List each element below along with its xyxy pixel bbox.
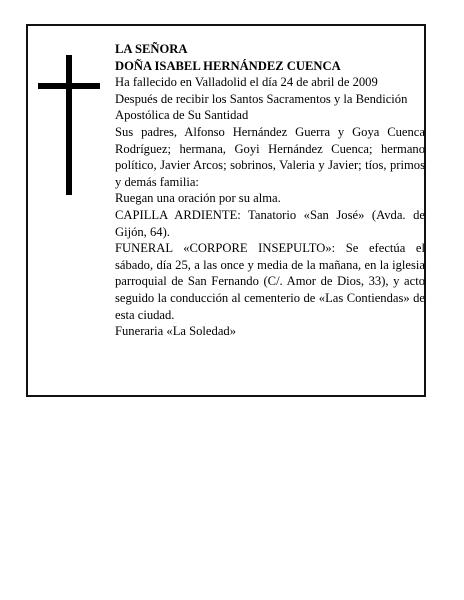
notice-title: LA SEÑORA [115,42,188,56]
notice-text [115,41,425,340]
obituary-notice [26,24,426,397]
death-line: Ha fallecido en Valladolid el día 24 de abril de 2009 [115,75,378,90]
prayer-line: Ruegan una oración por su alma. [115,191,281,206]
family-paragraph: Sus padres, Alfonso Hernández Guerra y Goya Cuenca Rodríguez; hermana, Goyi Hernández Cuenca; hermano político, Javier Arcos; sobrinos, Valeria y Javier; tíos, primos y demás familia: [115,124,425,189]
cross-icon [66,55,72,195]
funeral-paragraph: FUNERAL «CORPORE INSEPULTO»: Se efectúa el sábado, día 25, a las once y media de la mañana, en la iglesia parroquial de San Fernando (C/. Amor de Dios, 33), y acto seguido la conducción al cementerio de «Las Contiendas» de esta ciudad. [115,241,425,322]
cross-icon-crossbar [38,83,100,89]
deceased-name: DOÑA ISABEL HERNÁNDEZ CUENCA [115,58,341,73]
funeral-home-line: Funeraria «La Soledad» [115,324,236,339]
sacraments-line: Después de recibir los Santos Sacramentos y la Bendición Apostólica de Su Santidad [115,91,408,123]
chapel-paragraph: CAPILLA ARDIENTE: Tanatorio «San José» (Avda. de Gijón, 64). [115,207,425,239]
